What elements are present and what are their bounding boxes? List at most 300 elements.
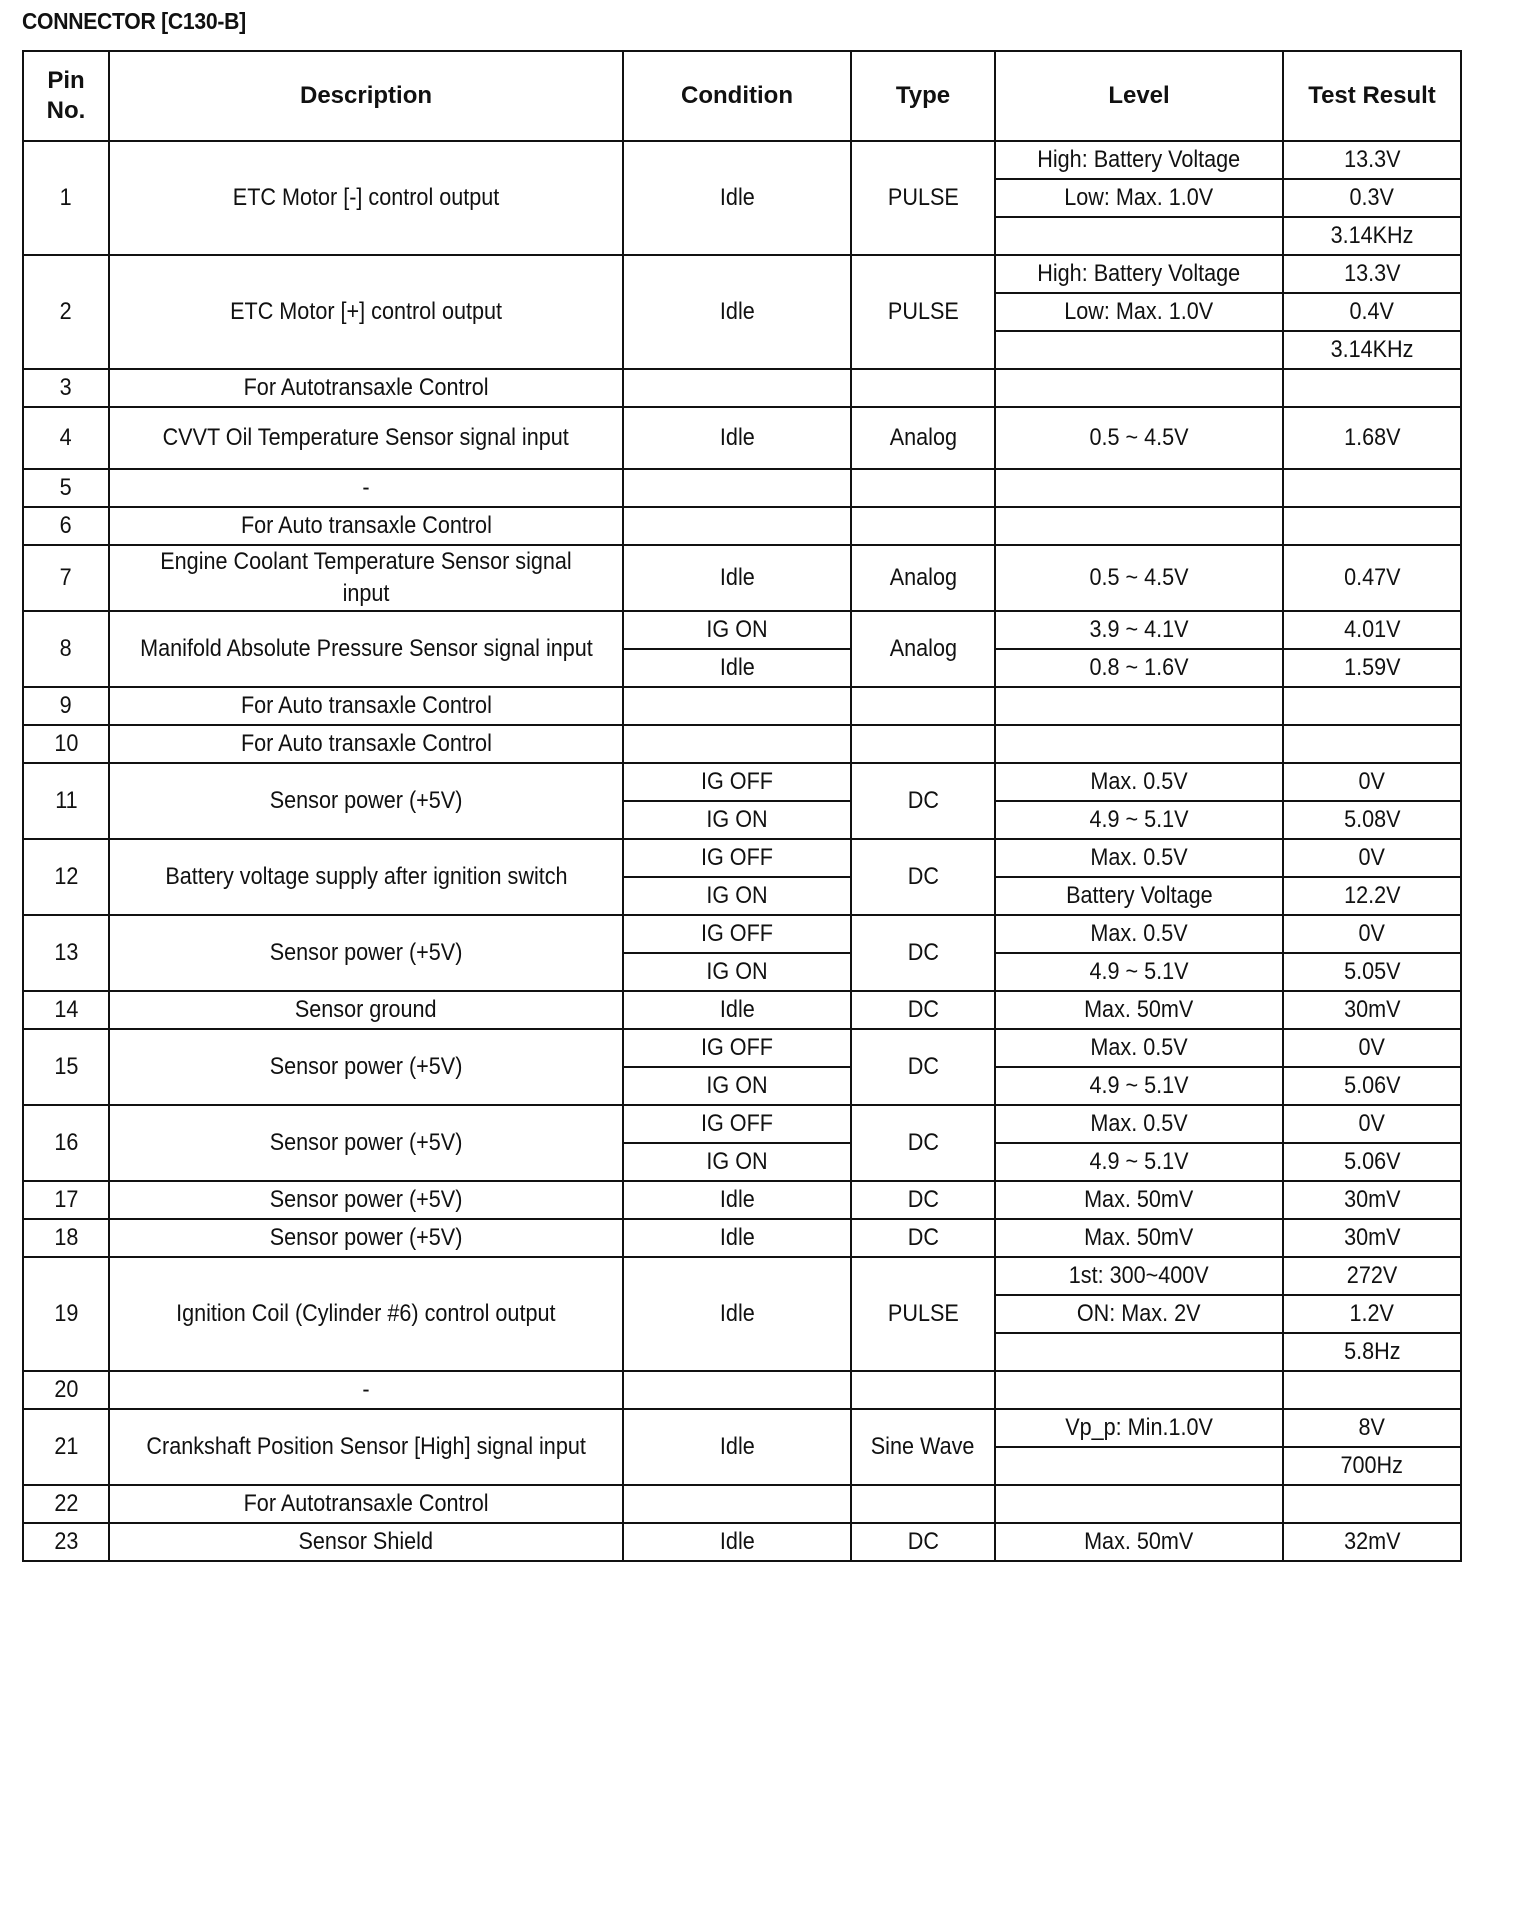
- header-description: Description: [109, 51, 623, 141]
- type-cell-text: DC: [907, 787, 939, 814]
- description-cell: [109, 1523, 623, 1561]
- pin-number-cell-text: 16: [53, 1129, 79, 1156]
- pin-number-cell-text: 18: [53, 1224, 79, 1251]
- pin-number-cell: [23, 1181, 109, 1219]
- description-cell: [109, 141, 623, 255]
- condition-cell: [623, 1523, 851, 1561]
- pin-number-cell-text: 1: [59, 184, 73, 211]
- type-cell: [851, 507, 995, 545]
- description-cell: [109, 725, 623, 763]
- description-cell: [109, 369, 623, 407]
- pin-number-cell-text: 5: [59, 474, 73, 501]
- header-level: Level: [995, 51, 1283, 141]
- test-result-cell: [1283, 915, 1461, 953]
- pin-number-cell: [23, 1257, 109, 1371]
- test-result-cell: [1283, 217, 1461, 255]
- level-cell-text: Max. 50mV: [1084, 1224, 1194, 1251]
- pin-number-cell: [23, 369, 109, 407]
- level-cell: [995, 1257, 1283, 1295]
- pin-number-cell: [23, 687, 109, 725]
- description-cell-text: ETC Motor [-] control output: [232, 184, 500, 211]
- test-result-cell: [1283, 407, 1461, 469]
- pin-number-cell: [23, 545, 109, 611]
- description-cell: [109, 1219, 623, 1257]
- pin-number-cell: [23, 507, 109, 545]
- level-cell: [995, 179, 1283, 217]
- type-cell: [851, 1219, 995, 1257]
- type-cell-text: DC: [907, 863, 939, 890]
- test-result-cell-text: 13.3V: [1343, 260, 1401, 287]
- pin-number-cell: [23, 725, 109, 763]
- pin-number-cell-text: 13: [53, 939, 79, 966]
- pin-number-cell-text: 3: [59, 374, 73, 401]
- test-result-cell: [1283, 255, 1461, 293]
- condition-cell: [623, 953, 851, 991]
- pin-number-cell-text: 22: [53, 1490, 79, 1517]
- condition-cell-text: IG ON: [706, 1148, 768, 1175]
- test-result-cell: [1283, 331, 1461, 369]
- test-result-cell-text: 30mV: [1343, 1186, 1401, 1213]
- type-cell: [851, 687, 995, 725]
- condition-cell-text: Idle: [719, 564, 755, 591]
- level-cell: [995, 293, 1283, 331]
- test-result-cell: [1283, 179, 1461, 217]
- level-cell-text: 4.9 ~ 5.1V: [1089, 958, 1189, 985]
- test-result-cell: [1283, 953, 1461, 991]
- description-cell-text: Sensor Shield: [298, 1528, 434, 1555]
- type-cell-text: DC: [907, 1129, 939, 1156]
- condition-cell: [623, 545, 851, 611]
- condition-cell-text: Idle: [719, 1300, 755, 1327]
- level-cell: [995, 217, 1283, 255]
- table-row: [23, 1105, 1461, 1143]
- type-cell: [851, 611, 995, 687]
- description-cell-text: For Autotransaxle Control: [243, 374, 489, 401]
- test-result-cell: [1283, 141, 1461, 179]
- condition-cell-text: Idle: [719, 1186, 755, 1213]
- level-cell: [995, 687, 1283, 725]
- test-result-cell-text: 0V: [1358, 844, 1386, 871]
- level-cell-text: High: Battery Voltage: [1037, 146, 1241, 173]
- type-cell: [851, 1371, 995, 1409]
- test-result-cell: [1283, 507, 1461, 545]
- condition-cell-text: Idle: [719, 1224, 755, 1251]
- description-cell: [109, 1371, 623, 1409]
- description-cell: [109, 469, 623, 507]
- test-result-cell: [1283, 1485, 1461, 1523]
- type-cell-text: DC: [907, 1186, 939, 1213]
- condition-cell: [623, 725, 851, 763]
- description-cell: [109, 611, 623, 687]
- condition-cell: [623, 255, 851, 369]
- type-cell-text: PULSE: [887, 298, 959, 325]
- pin-number-cell-text: 15: [53, 1053, 79, 1080]
- test-result-cell: [1283, 1029, 1461, 1067]
- test-result-cell-text: 0V: [1358, 1034, 1386, 1061]
- condition-cell: [623, 507, 851, 545]
- level-cell: [995, 839, 1283, 877]
- condition-cell: [623, 1371, 851, 1409]
- test-result-cell-text: 13.3V: [1343, 146, 1401, 173]
- type-cell: [851, 369, 995, 407]
- level-cell: [995, 953, 1283, 991]
- table-row: [23, 1181, 1461, 1219]
- table-row: [23, 763, 1461, 801]
- description-cell: [109, 1485, 623, 1523]
- test-result-cell-text: 272V: [1346, 1262, 1398, 1289]
- level-cell-text: Max. 50mV: [1084, 1528, 1194, 1555]
- condition-cell: [623, 1105, 851, 1143]
- description-cell: [109, 839, 623, 915]
- pin-number-cell: [23, 839, 109, 915]
- level-cell-text: 4.9 ~ 5.1V: [1089, 806, 1189, 833]
- condition-cell: [623, 1257, 851, 1371]
- level-cell: [995, 801, 1283, 839]
- table-row: [23, 407, 1461, 469]
- description-cell: [109, 915, 623, 991]
- level-cell: [995, 877, 1283, 915]
- test-result-cell: [1283, 293, 1461, 331]
- level-cell-text: Max. 0.5V: [1090, 768, 1188, 795]
- pin-number-cell: [23, 1409, 109, 1485]
- description-cell: [109, 1409, 623, 1485]
- level-cell: [995, 725, 1283, 763]
- condition-cell-text: Idle: [719, 424, 755, 451]
- level-cell: [995, 1105, 1283, 1143]
- description-cell: [109, 1181, 623, 1219]
- level-cell: [995, 141, 1283, 179]
- level-cell: [995, 407, 1283, 469]
- pin-number-cell: [23, 1029, 109, 1105]
- condition-cell: [623, 1067, 851, 1105]
- condition-cell-text: IG OFF: [701, 844, 773, 871]
- description-cell-text: For Auto transaxle Control: [240, 692, 492, 719]
- condition-cell: [623, 611, 851, 649]
- test-result-cell: [1283, 1523, 1461, 1561]
- level-cell-text: Max. 0.5V: [1090, 1110, 1188, 1137]
- type-cell: [851, 839, 995, 915]
- level-cell: [995, 1523, 1283, 1561]
- condition-cell: [623, 991, 851, 1029]
- pin-number-cell-text: 11: [54, 787, 78, 814]
- table-row: [23, 507, 1461, 545]
- level-cell-text: 4.9 ~ 5.1V: [1089, 1072, 1189, 1099]
- condition-cell-text: IG ON: [706, 1072, 768, 1099]
- type-cell: [851, 1105, 995, 1181]
- level-cell-text: Vp_p: Min.1.0V: [1065, 1414, 1213, 1441]
- type-cell-text: DC: [907, 1053, 939, 1080]
- test-result-cell-text: 700Hz: [1340, 1452, 1404, 1479]
- level-cell-text: High: Battery Voltage: [1037, 260, 1241, 287]
- condition-cell: [623, 141, 851, 255]
- test-result-cell: [1283, 1295, 1461, 1333]
- pin-number-cell: [23, 255, 109, 369]
- description-cell-text: ETC Motor [+] control output: [230, 298, 502, 325]
- type-cell: [851, 545, 995, 611]
- table-row: [23, 1523, 1461, 1561]
- type-cell-text: DC: [907, 1224, 939, 1251]
- pin-number-cell: [23, 1371, 109, 1409]
- level-cell: [995, 1333, 1283, 1371]
- test-result-cell: [1283, 1105, 1461, 1143]
- level-cell-text: 0.5 ~ 4.5V: [1089, 424, 1189, 451]
- type-cell: [851, 255, 995, 369]
- description-cell-text: Battery voltage supply after ignition switch: [164, 863, 568, 890]
- description-cell-text: Manifold Absolute Pressure Sensor signal input: [139, 635, 593, 662]
- type-cell: [851, 1485, 995, 1523]
- pin-number-cell-text: 12: [53, 863, 79, 890]
- condition-cell: [623, 1219, 851, 1257]
- pin-number-cell-text: 7: [59, 564, 73, 591]
- pin-number-cell: [23, 763, 109, 839]
- type-cell-text: Sine Wave: [871, 1433, 975, 1460]
- test-result-cell: [1283, 1257, 1461, 1295]
- level-cell-text: 3.9 ~ 4.1V: [1089, 616, 1189, 643]
- test-result-cell-text: 5.08V: [1343, 806, 1401, 833]
- level-cell: [995, 331, 1283, 369]
- condition-cell-text: IG OFF: [701, 1110, 773, 1137]
- condition-cell: [623, 649, 851, 687]
- table-row: [23, 545, 1461, 611]
- type-cell: [851, 991, 995, 1029]
- test-result-cell: [1283, 763, 1461, 801]
- table-row: [23, 839, 1461, 877]
- condition-cell: [623, 763, 851, 801]
- test-result-cell: [1283, 877, 1461, 915]
- test-result-cell-text: 5.05V: [1343, 958, 1401, 985]
- pin-number-cell-text: 14: [53, 996, 79, 1023]
- description-cell-text: Sensor power (+5V): [269, 1053, 463, 1080]
- condition-cell-text: IG ON: [706, 958, 768, 985]
- type-cell-text: PULSE: [887, 1300, 959, 1327]
- test-result-cell: [1283, 801, 1461, 839]
- level-cell: [995, 915, 1283, 953]
- description-cell-text: Sensor power (+5V): [269, 787, 463, 814]
- table-row: [23, 1485, 1461, 1523]
- test-result-cell: [1283, 991, 1461, 1029]
- condition-cell: [623, 1485, 851, 1523]
- pin-number-cell-text: 17: [53, 1186, 79, 1213]
- pin-number-cell-text: 9: [59, 692, 73, 719]
- level-cell: [995, 649, 1283, 687]
- test-result-cell: [1283, 1409, 1461, 1447]
- pin-number-cell: [23, 1523, 109, 1561]
- level-cell: [995, 507, 1283, 545]
- pin-number-cell-text: 10: [53, 730, 79, 757]
- description-cell-text: Engine Coolant Temperature Sensor signal input: [160, 548, 572, 607]
- test-result-cell-text: 30mV: [1343, 1224, 1401, 1251]
- condition-cell-text: Idle: [719, 1433, 755, 1460]
- header-condition: Condition: [623, 51, 851, 141]
- pin-number-cell-text: 2: [59, 298, 73, 325]
- condition-cell-text: IG OFF: [701, 768, 773, 795]
- description-cell: [109, 1257, 623, 1371]
- description-cell-text: Ignition Coil (Cylinder #6) control output: [176, 1300, 556, 1327]
- table-row: [23, 1409, 1461, 1447]
- test-result-cell: [1283, 1447, 1461, 1485]
- condition-cell: [623, 839, 851, 877]
- pin-number-cell: [23, 141, 109, 255]
- test-result-cell-text: 0.4V: [1349, 298, 1395, 325]
- table-row: [23, 687, 1461, 725]
- table-row: [23, 255, 1461, 293]
- level-cell: [995, 545, 1283, 611]
- type-cell: [851, 469, 995, 507]
- condition-cell: [623, 877, 851, 915]
- description-cell-text: Sensor power (+5V): [269, 1129, 463, 1156]
- condition-cell: [623, 801, 851, 839]
- pin-number-cell: [23, 1105, 109, 1181]
- description-cell: [109, 991, 623, 1029]
- level-cell-text: 0.5 ~ 4.5V: [1089, 564, 1189, 591]
- description-cell: [109, 1105, 623, 1181]
- level-cell: [995, 763, 1283, 801]
- description-cell: [109, 507, 623, 545]
- level-cell: [995, 369, 1283, 407]
- condition-cell-text: IG OFF: [701, 1034, 773, 1061]
- pin-number-cell: [23, 407, 109, 469]
- test-result-cell: [1283, 839, 1461, 877]
- test-result-cell-text: 3.14KHz: [1330, 336, 1414, 363]
- level-cell: [995, 1219, 1283, 1257]
- description-cell-text: CVVT Oil Temperature Sensor signal input: [162, 424, 570, 451]
- type-cell: [851, 141, 995, 255]
- description-cell: [109, 687, 623, 725]
- pin-number-cell: [23, 1219, 109, 1257]
- pin-number-cell-text: 4: [59, 424, 73, 451]
- description-cell: [109, 545, 623, 611]
- description-cell-text: For Auto transaxle Control: [240, 730, 492, 757]
- table-row: [23, 611, 1461, 649]
- description-cell: [109, 1029, 623, 1105]
- condition-cell: [623, 915, 851, 953]
- condition-cell: [623, 369, 851, 407]
- pin-number-cell: [23, 991, 109, 1029]
- test-result-cell: [1283, 1181, 1461, 1219]
- test-result-cell-text: 0V: [1358, 768, 1386, 795]
- table-row: [23, 369, 1461, 407]
- description-cell-text: For Auto transaxle Control: [240, 512, 492, 539]
- level-cell-text: Max. 0.5V: [1090, 1034, 1188, 1061]
- pin-number-cell-text: 21: [53, 1433, 79, 1460]
- level-cell-text: Max. 50mV: [1084, 1186, 1194, 1213]
- pin-number-cell-text: 20: [53, 1376, 79, 1403]
- level-cell: [995, 1181, 1283, 1219]
- test-result-cell-text: 5.8Hz: [1343, 1338, 1401, 1365]
- test-result-cell: [1283, 611, 1461, 649]
- test-result-cell-text: 3.14KHz: [1330, 222, 1414, 249]
- test-result-cell-text: 1.2V: [1349, 1300, 1395, 1327]
- description-cell-text: Crankshaft Position Sensor [High] signal input: [146, 1433, 586, 1460]
- level-cell: [995, 1371, 1283, 1409]
- type-cell: [851, 725, 995, 763]
- test-result-cell-text: 0.47V: [1343, 564, 1401, 591]
- test-result-cell: [1283, 369, 1461, 407]
- level-cell-text: 4.9 ~ 5.1V: [1089, 1148, 1189, 1175]
- condition-cell-text: IG ON: [706, 616, 768, 643]
- pin-number-cell: [23, 469, 109, 507]
- description-cell-text: -: [362, 1376, 370, 1403]
- test-result-cell: [1283, 1219, 1461, 1257]
- condition-cell: [623, 1143, 851, 1181]
- table-body: [23, 141, 1461, 1561]
- test-result-cell-text: 0V: [1358, 1110, 1386, 1137]
- type-cell: [851, 763, 995, 839]
- description-cell-text: Sensor power (+5V): [269, 939, 463, 966]
- level-cell-text: Max. 50mV: [1084, 996, 1194, 1023]
- table-row: [23, 991, 1461, 1029]
- level-cell: [995, 611, 1283, 649]
- level-cell: [995, 991, 1283, 1029]
- test-result-cell-text: 12.2V: [1343, 882, 1401, 909]
- type-cell: [851, 1029, 995, 1105]
- connector-pin-table: [22, 50, 1462, 1562]
- condition-cell: [623, 1409, 851, 1485]
- connector-title: CONNECTOR [C130-B]: [22, 8, 246, 34]
- test-result-cell: [1283, 1371, 1461, 1409]
- condition-cell-text: IG OFF: [701, 920, 773, 947]
- test-result-cell-text: 4.01V: [1343, 616, 1401, 643]
- pin-number-cell-text: 8: [59, 635, 73, 662]
- table-row: [23, 915, 1461, 953]
- level-cell-text: ON: Max. 2V: [1077, 1300, 1201, 1327]
- level-cell-text: Max. 0.5V: [1090, 920, 1188, 947]
- pin-number-cell-text: 19: [53, 1300, 79, 1327]
- description-cell-text: Sensor ground: [295, 996, 437, 1023]
- condition-cell-text: Idle: [719, 996, 755, 1023]
- table-row: [23, 1219, 1461, 1257]
- test-result-cell-text: 1.59V: [1343, 654, 1401, 681]
- type-cell-text: Analog: [889, 635, 957, 662]
- table-row: [23, 141, 1461, 179]
- test-result-cell: [1283, 1067, 1461, 1105]
- level-cell: [995, 1447, 1283, 1485]
- level-cell: [995, 255, 1283, 293]
- test-result-cell-text: 1.68V: [1343, 424, 1401, 451]
- level-cell-text: Low: Max. 1.0V: [1064, 184, 1214, 211]
- table-row: [23, 1371, 1461, 1409]
- table-row: [23, 1257, 1461, 1295]
- table-row: [23, 469, 1461, 507]
- test-result-cell-text: 32mV: [1343, 1528, 1401, 1555]
- level-cell: [995, 1143, 1283, 1181]
- description-cell-text: Sensor power (+5V): [269, 1224, 463, 1251]
- description-cell-text: For Autotransaxle Control: [243, 1490, 489, 1517]
- condition-cell-text: IG ON: [706, 806, 768, 833]
- test-result-cell: [1283, 1333, 1461, 1371]
- test-result-cell: [1283, 469, 1461, 507]
- level-cell-text: 1st: 300~400V: [1069, 1262, 1209, 1289]
- description-cell: [109, 763, 623, 839]
- type-cell-text: PULSE: [887, 184, 959, 211]
- level-cell: [995, 469, 1283, 507]
- test-result-cell-text: 0V: [1358, 920, 1386, 947]
- table-header-row: [23, 51, 1461, 141]
- type-cell: [851, 1523, 995, 1561]
- condition-cell-text: Idle: [719, 184, 755, 211]
- test-result-cell: [1283, 725, 1461, 763]
- type-cell: [851, 915, 995, 991]
- description-cell: [109, 407, 623, 469]
- header-pin-no: Pin No.: [23, 51, 109, 141]
- level-cell-text: Max. 0.5V: [1090, 844, 1188, 871]
- level-cell: [995, 1029, 1283, 1067]
- test-result-cell-text: 8V: [1358, 1414, 1386, 1441]
- type-cell: [851, 1181, 995, 1219]
- condition-cell: [623, 687, 851, 725]
- level-cell-text: Battery Voltage: [1065, 882, 1213, 909]
- test-result-cell-text: 5.06V: [1343, 1072, 1401, 1099]
